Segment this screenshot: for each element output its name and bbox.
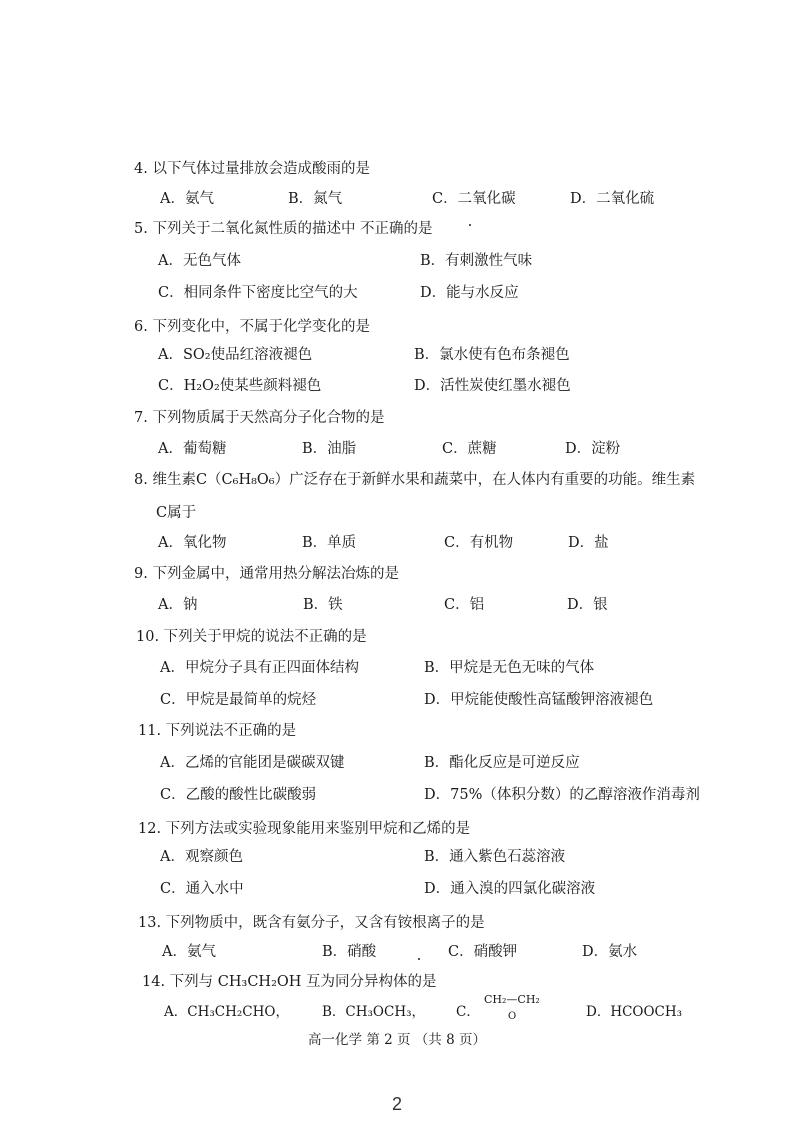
- question-number: 8.: [134, 472, 148, 488]
- stray-mark: [469, 224, 471, 226]
- option-c: C．二氧化碳: [432, 191, 516, 207]
- option-c: C．通入水中: [160, 881, 244, 897]
- option-b: B．铁: [303, 597, 343, 613]
- option-a: A．氧化物: [158, 535, 227, 551]
- stray-mark: [418, 958, 420, 960]
- option-d: D．活性炭使红墨水褪色: [414, 378, 571, 394]
- question-6-stem: [134, 318, 370, 336]
- question-text: 下列方法或实验现象能用来鉴别甲烷和乙烯的是: [165, 821, 471, 837]
- option-b: B．氯水使有色布条褪色: [414, 347, 570, 363]
- question-8-stem-continued: C属于: [156, 505, 197, 521]
- question-number: 10.: [136, 629, 160, 645]
- option-b: B．单质: [302, 535, 357, 551]
- option-c: C．H₂O₂使某些颜料褪色: [158, 378, 322, 394]
- option-c: C．相同条件下密度比空气的大: [158, 285, 358, 301]
- question-number: 5.: [134, 221, 148, 237]
- option-b: B．氮气: [288, 191, 343, 207]
- page-number: 2: [391, 1094, 402, 1114]
- question-number: 6.: [134, 319, 148, 335]
- option-b: B．硝酸: [322, 944, 377, 960]
- question-13-stem: [138, 914, 485, 932]
- option-b: B．有刺激性气味: [420, 253, 533, 269]
- question-number: 11.: [138, 723, 162, 739]
- option-d: D．盐: [568, 535, 609, 551]
- option-c: C．硝酸钾: [448, 944, 518, 960]
- option-c: C．: [456, 1004, 480, 1020]
- question-text: 下列关于二氧化氮性质的描述中 不正确的是: [152, 221, 433, 237]
- question-7-stem: [134, 409, 384, 427]
- option-a: A．葡萄糖: [158, 441, 227, 457]
- option-d: D．氨水: [582, 944, 638, 960]
- option-b: B．酯化反应是可逆反应: [424, 755, 580, 771]
- option-d: D．淀粉: [565, 441, 621, 457]
- option-a: A．观察颜色: [160, 849, 243, 865]
- epoxide-ring-structure: [484, 994, 554, 1026]
- question-number: 9.: [134, 566, 148, 582]
- question-number: 7.: [134, 410, 148, 426]
- option-d: D．二氧化硫: [570, 191, 655, 207]
- question-10-stem: [136, 628, 367, 646]
- option-a: A．甲烷分子具有正四面体结构: [160, 660, 359, 676]
- option-d: D．通入溴的四氯化碳溶液: [424, 881, 596, 897]
- question-text: 下列与 CH₃CH₂OH 互为同分异构体的是: [169, 974, 437, 990]
- question-11-stem: [138, 722, 296, 740]
- option-a: A．CH₃CH₂CHO，: [164, 1004, 289, 1020]
- question-8-stem: [134, 471, 695, 489]
- question-text: 下列物质属于天然高分子化合物的是: [152, 410, 385, 426]
- option-d: D．75%（体积分数）的乙醇溶液作消毒剂: [424, 787, 700, 803]
- option-b: B．油脂: [302, 441, 357, 457]
- option-d: D．银: [567, 597, 608, 613]
- option-b: B．甲烷是无色无味的气体: [424, 660, 595, 676]
- ring-oxygen: O: [508, 1011, 517, 1022]
- option-c: C．乙酸的酸性比碳酸弱: [160, 787, 317, 803]
- question-text: 下列物质中，既含有氨分子，又含有铵根离子的是: [165, 915, 485, 931]
- question-number: 4.: [134, 161, 148, 177]
- question-14-stem: [142, 973, 437, 991]
- option-a: A．SO₂使品红溶液褪色: [158, 347, 313, 363]
- question-12-stem: [138, 820, 470, 838]
- question-text: 下列变化中，不属于化学变化的是: [152, 319, 370, 335]
- option-c: C．有机物: [444, 535, 514, 551]
- page-footer: 高一化学 第 2 页 （共 8 页）: [308, 1032, 486, 1048]
- option-c: C．蔗糖: [442, 441, 497, 457]
- option-c: C．甲烷是最简单的烷烃: [160, 692, 317, 708]
- ring-carbon-chain: CH₂—CH₂: [484, 993, 540, 1006]
- question-9-stem: [134, 565, 399, 583]
- option-b: B．CH₃OCH₃，: [322, 1004, 426, 1020]
- option-a: A．氨气: [162, 944, 216, 960]
- option-d: D．能与水反应: [420, 285, 519, 301]
- option-a: A．氨气: [160, 191, 214, 207]
- option-a: A．乙烯的官能团是碳碳双键: [160, 755, 345, 771]
- question-text: 以下气体过量排放会造成酸雨的是: [152, 161, 370, 177]
- question-text: 下列金属中，通常用热分解法冶炼的是: [152, 566, 399, 582]
- question-text: 下列关于甲烷的说法不正确的是: [163, 629, 367, 645]
- question-number: 13.: [138, 915, 162, 931]
- question-4-stem: [134, 160, 370, 178]
- option-b: B．通入紫色石蕊溶液: [424, 849, 566, 865]
- option-a: A．钠: [158, 597, 198, 613]
- question-5-stem: [134, 220, 433, 238]
- option-a: A．无色气体: [158, 253, 241, 269]
- question-number: 12.: [138, 821, 162, 837]
- option-d: D．HCOOCH₃: [586, 1004, 683, 1020]
- option-c: C．铝: [444, 597, 485, 613]
- question-number: 14.: [142, 974, 166, 990]
- question-text: 下列说法不正确的是: [165, 723, 297, 739]
- question-text: 维生素C（C₆H₈O₆）广泛存在于新鲜水果和蔬菜中，在人体内有重要的功能。维生素: [152, 472, 696, 488]
- option-d: D．甲烷能使酸性高锰酸钾溶液褪色: [424, 692, 654, 708]
